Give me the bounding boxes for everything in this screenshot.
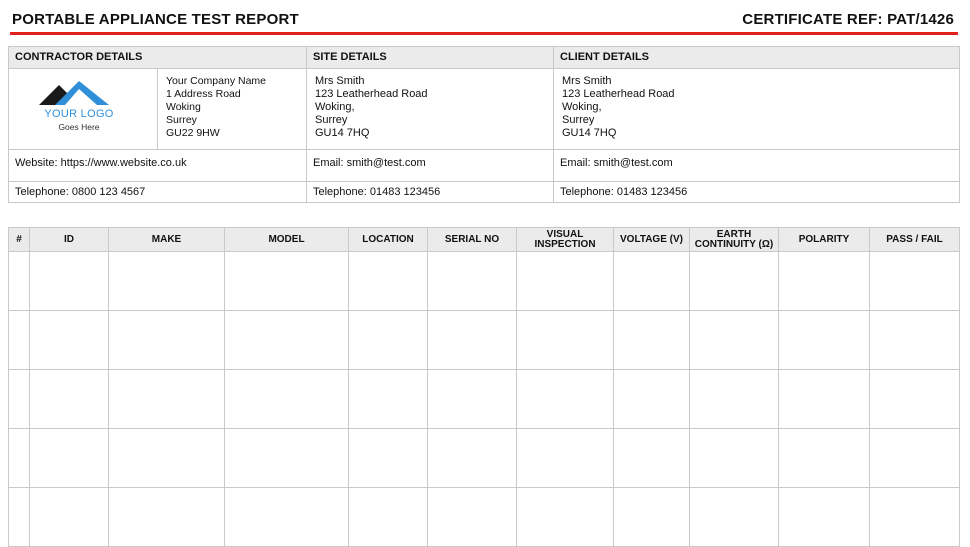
col-polarity: POLARITY <box>779 228 870 252</box>
test-results-table <box>8 227 960 547</box>
table-cell[interactable] <box>109 429 225 488</box>
table-body <box>9 252 960 547</box>
col-model: MODEL <box>225 228 349 252</box>
table-cell[interactable] <box>690 370 779 429</box>
address-line: Mrs Smith <box>562 75 612 87</box>
table-cell[interactable] <box>870 252 960 311</box>
table-cell[interactable] <box>349 252 428 311</box>
table-row <box>9 252 960 311</box>
address-line: Surrey <box>315 114 348 126</box>
site-email: Email: smith@test.com <box>307 150 554 182</box>
address-line: Surrey <box>166 114 197 126</box>
table-cell[interactable] <box>225 429 349 488</box>
table-cell[interactable] <box>517 429 614 488</box>
table-cell[interactable] <box>517 488 614 547</box>
certificate-ref: CERTIFICATE REF: PAT/1426 <box>742 11 954 28</box>
col-pass-fail: PASS / FAIL <box>870 228 960 252</box>
address-line: 1 Address Road <box>166 88 241 100</box>
table-cell[interactable] <box>614 370 690 429</box>
table-cell[interactable] <box>428 488 517 547</box>
table-cell[interactable] <box>225 488 349 547</box>
table-cell[interactable] <box>870 311 960 370</box>
contractor-address <box>158 69 307 150</box>
table-cell[interactable] <box>30 370 109 429</box>
table-cell[interactable] <box>428 252 517 311</box>
table-cell[interactable] <box>428 311 517 370</box>
table-cell[interactable] <box>779 252 870 311</box>
table-cell[interactable] <box>9 488 30 547</box>
table-header-row <box>9 228 960 252</box>
table-cell[interactable] <box>30 488 109 547</box>
address-line: Surrey <box>562 114 595 126</box>
logo-text: YOUR LOGO <box>44 108 114 120</box>
col-serial-no: SERIAL NO <box>428 228 517 252</box>
contractor-website: Website: https://www.website.co.uk <box>9 150 307 182</box>
table-cell[interactable] <box>779 311 870 370</box>
client-telephone: Telephone: 01483 123456 <box>554 182 960 203</box>
col-earth-continuity: EARTH CONTINUITY (Ω) <box>690 228 779 252</box>
table-cell[interactable] <box>690 311 779 370</box>
table-cell[interactable] <box>109 311 225 370</box>
table-cell[interactable] <box>109 370 225 429</box>
table-cell[interactable] <box>349 311 428 370</box>
client-address <box>554 69 960 150</box>
address-line: Woking, <box>315 101 355 113</box>
table-cell[interactable] <box>349 429 428 488</box>
col-location: LOCATION <box>349 228 428 252</box>
table-cell[interactable] <box>614 311 690 370</box>
client-heading: CLIENT DETAILS <box>554 47 960 69</box>
mountain-icon <box>39 79 111 109</box>
table-cell[interactable] <box>109 252 225 311</box>
table-cell[interactable] <box>614 429 690 488</box>
table-cell[interactable] <box>225 311 349 370</box>
contractor-telephone: Telephone: 0800 123 4567 <box>9 182 307 203</box>
address-line: GU14 7HQ <box>562 127 617 139</box>
table-row <box>9 429 960 488</box>
table-cell[interactable] <box>870 370 960 429</box>
contractor-heading: CONTRACTOR DETAILS <box>9 47 307 69</box>
table-cell[interactable] <box>614 488 690 547</box>
table-cell[interactable] <box>349 370 428 429</box>
table-cell[interactable] <box>428 370 517 429</box>
table-cell[interactable] <box>225 370 349 429</box>
site-address <box>307 69 554 150</box>
table-row <box>9 488 960 547</box>
table-cell[interactable] <box>690 429 779 488</box>
table-cell[interactable] <box>9 429 30 488</box>
table-cell[interactable] <box>428 429 517 488</box>
table-cell[interactable] <box>109 488 225 547</box>
table-cell[interactable] <box>690 488 779 547</box>
company-logo <box>9 69 149 149</box>
table-cell[interactable] <box>517 311 614 370</box>
table-row <box>9 311 960 370</box>
table-cell[interactable] <box>517 370 614 429</box>
col-make: MAKE <box>109 228 225 252</box>
table-cell[interactable] <box>870 488 960 547</box>
details-table <box>8 46 960 203</box>
col-voltage: VOLTAGE (V) <box>614 228 690 252</box>
table-cell[interactable] <box>517 252 614 311</box>
col-id: ID <box>30 228 109 252</box>
logo-subtext: Goes Here <box>58 122 100 132</box>
table-cell[interactable] <box>614 252 690 311</box>
table-cell[interactable] <box>779 488 870 547</box>
col-visual-inspection: VISUAL INSPECTION <box>517 228 614 252</box>
table-cell[interactable] <box>779 370 870 429</box>
client-email: Email: smith@test.com <box>554 150 960 182</box>
header-divider <box>10 32 958 35</box>
table-cell[interactable] <box>9 370 30 429</box>
table-cell[interactable] <box>30 429 109 488</box>
address-line: GU22 9HW <box>166 127 220 139</box>
col-number: # <box>9 228 30 252</box>
table-cell[interactable] <box>30 311 109 370</box>
report-title: PORTABLE APPLIANCE TEST REPORT <box>12 11 299 28</box>
logo-cell <box>9 69 158 150</box>
table-cell[interactable] <box>9 311 30 370</box>
address-line: Mrs Smith <box>315 75 365 87</box>
address-line: 123 Leatherhead Road <box>562 88 675 100</box>
site-heading: SITE DETAILS <box>307 47 554 69</box>
table-row <box>9 370 960 429</box>
report-header <box>10 10 958 32</box>
site-telephone: Telephone: 01483 123456 <box>307 182 554 203</box>
address-line: GU14 7HQ <box>315 127 370 139</box>
table-cell[interactable] <box>349 488 428 547</box>
table-cell[interactable] <box>779 429 870 488</box>
table-cell[interactable] <box>9 252 30 311</box>
address-line: 123 Leatherhead Road <box>315 88 428 100</box>
address-line: Woking <box>166 101 201 113</box>
table-cell[interactable] <box>30 252 109 311</box>
table-cell[interactable] <box>690 252 779 311</box>
address-line: Your Company Name <box>166 75 266 87</box>
address-line: Woking, <box>562 101 602 113</box>
table-cell[interactable] <box>225 252 349 311</box>
table-cell[interactable] <box>870 429 960 488</box>
